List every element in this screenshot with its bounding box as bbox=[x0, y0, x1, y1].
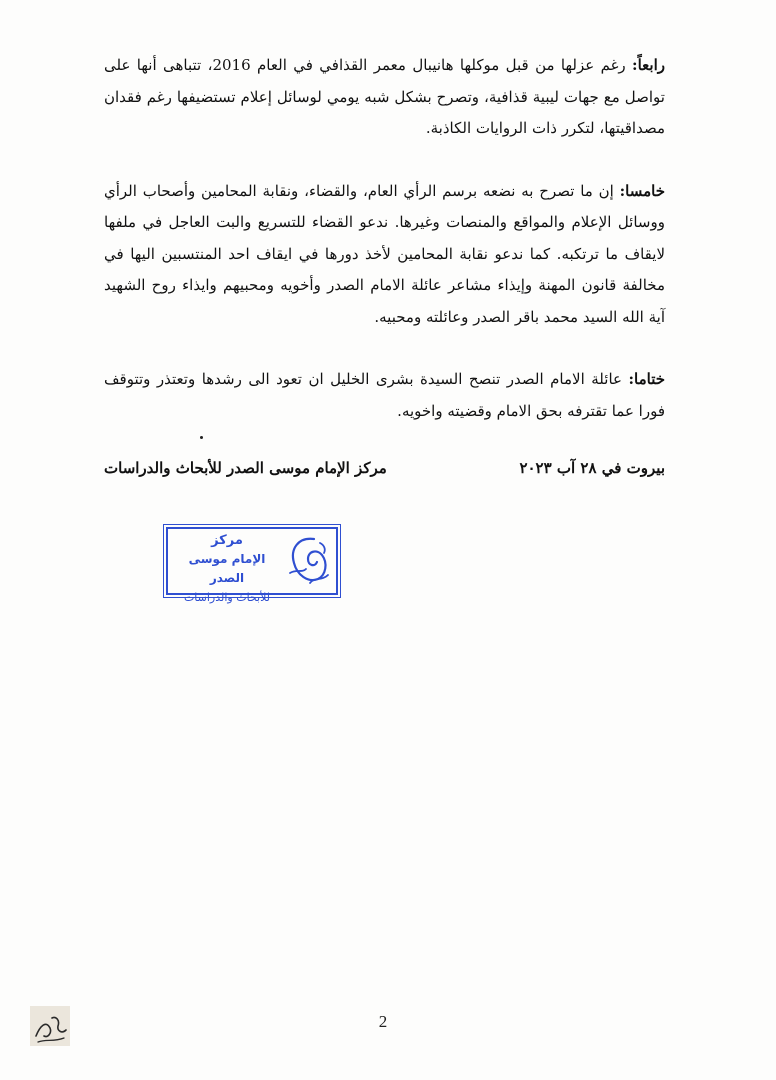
letter-body bbox=[104, 50, 665, 427]
paragraph-text: رغم عزلها من قبل موكلها هانيبال معمر القذافي في العام 2016، تتباهى أنها على تواصل مع جهات ليبية قذافية، وتصرح بشكل شبه يومي لوسائل إعلام تستضيفها رغم فقدان مصداقيتها، لتكرر ذات الروايات الكاذبة. bbox=[104, 56, 665, 137]
paragraph-fourth bbox=[104, 50, 665, 145]
stray-dot bbox=[200, 436, 203, 439]
paragraph-lead: رابعاً: bbox=[632, 56, 665, 74]
paragraph-lead: ختاما: bbox=[628, 370, 665, 388]
signature-row bbox=[104, 452, 665, 484]
stamp-line-1: مركز bbox=[211, 533, 243, 548]
stamp-logo-icon bbox=[284, 533, 332, 589]
stamp-line-2: الإمام موسى الصدر bbox=[188, 552, 266, 585]
initials-mark bbox=[30, 1006, 70, 1046]
paragraph-lead: خامسا: bbox=[619, 181, 665, 200]
signature-date: بيروت في ٢٨ آب ٢٠٢٣ bbox=[519, 459, 665, 477]
paragraph-text: إن ما تصرح به نضعه برسم الرأي العام، والقضاء، ونقابة المحامين وأصحاب الرأي ووسائل الإعلام والمواقع والمنصات وغيرها. ندعو القضاء للتسريع والبت العاجل في ملفها لايقاف ما ترتكبه. كما ندعو نقابة المحامين لأخذ دورها في ايقاف احد المنتسبين اليها في مخالفة قانون المهنة وإيذاء مشاعر عائلة الامام الصدر وأخويه ومحبيهم وايذاء روح الشهيد آية الله السيد محمد باقر الصدر وعائلته ومحبيه. bbox=[104, 181, 665, 326]
paragraph-fifth bbox=[104, 176, 665, 334]
paragraph-conclusion bbox=[104, 364, 665, 427]
signature-organization: مركز الإمام موسى الصدر للأبحاث والدراسات bbox=[104, 459, 387, 477]
stamp-text bbox=[174, 531, 280, 607]
organization-stamp bbox=[166, 527, 338, 604]
signature-initials-icon bbox=[30, 1006, 70, 1046]
page-number: 2 bbox=[378, 1012, 388, 1031]
paragraph-text: عائلة الامام الصدر تنصح السيدة بشرى الخليل ان تعود الى رشدها وتعتذر وتتوقف فورا عما تقترفه بحق الامام وقضيته واخويه. bbox=[104, 370, 665, 420]
stamp-line-3: للأبحاث والدراسات bbox=[183, 591, 271, 604]
